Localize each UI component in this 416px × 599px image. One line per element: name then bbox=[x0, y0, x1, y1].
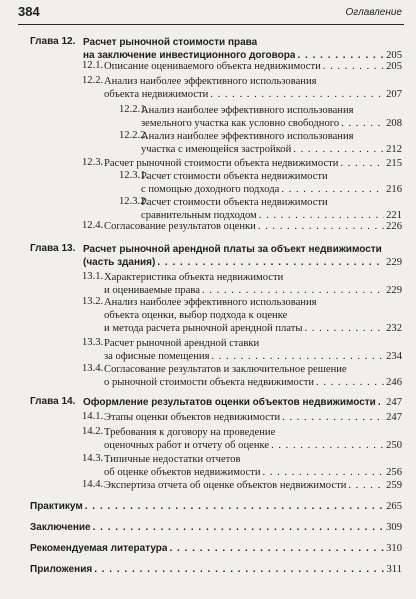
dot-leader bbox=[271, 439, 384, 452]
dot-leader bbox=[282, 411, 384, 424]
dot-leader bbox=[341, 117, 384, 130]
toc-number: Глава 14. bbox=[30, 396, 76, 407]
toc-number: 14.1. bbox=[82, 411, 104, 422]
toc-page-number: 309 bbox=[386, 522, 402, 533]
toc-title-line: Расчет стоимости объекта недвижимости bbox=[141, 171, 328, 182]
toc-number: 13.3. bbox=[82, 337, 104, 348]
toc-page-number: 246 bbox=[386, 377, 402, 388]
toc-number: 14.2. bbox=[82, 426, 104, 437]
toc-title-line: Описание оцениваемого объекта недвижимости bbox=[104, 61, 321, 72]
toc-page-number: 221 bbox=[386, 210, 402, 221]
toc-title-line: Расчет рыночной арендной ставки bbox=[104, 338, 260, 349]
toc-title-line: Анализ наиболее эффективного использования bbox=[104, 76, 317, 87]
toc-page-number: 216 bbox=[386, 184, 402, 195]
toc-page-number: 247 bbox=[386, 397, 402, 408]
dot-leader bbox=[258, 220, 384, 233]
toc-page-number: 256 bbox=[386, 467, 402, 478]
toc-page-number: 208 bbox=[386, 118, 402, 129]
toc-number: 12.3. bbox=[82, 157, 104, 168]
page-number: 384 bbox=[18, 4, 40, 19]
toc-page-number: 207 bbox=[386, 89, 402, 100]
dot-leader bbox=[340, 157, 384, 170]
toc-number: 12.2. bbox=[82, 75, 104, 86]
toc-title-line: об оценке объектов недвижимости bbox=[104, 467, 261, 478]
toc-title-line: за офисные помещения bbox=[104, 351, 210, 362]
dot-leader bbox=[210, 88, 384, 101]
toc-title-line: Типичные недостатки отчетов bbox=[104, 454, 241, 465]
toc-number: 13.1. bbox=[82, 271, 104, 282]
toc-page-number: 259 bbox=[386, 480, 402, 491]
toc-title-line: с помощью доходного подхода bbox=[141, 184, 280, 195]
toc-page-number: 311 bbox=[386, 564, 402, 575]
toc-title-line: Экспертиза отчета об оценке объектов недвижимости bbox=[104, 480, 347, 491]
toc-page-number: 250 bbox=[386, 440, 402, 451]
toc-title-line: Этапы оценки объектов недвижимости bbox=[104, 412, 281, 423]
toc-title-line: участка с имеющейся застройкой bbox=[141, 144, 292, 155]
toc-title-line: Анализ наиболее эффективного использования bbox=[141, 131, 354, 142]
toc-page-number: 205 bbox=[386, 61, 402, 72]
toc-page-number: 229 bbox=[386, 285, 402, 296]
toc-title-line: о рыночной стоимости объекта недвижимости bbox=[104, 377, 315, 388]
toc-title-line: Расчет рыночной стоимости объекта недвижимости bbox=[104, 158, 339, 169]
dot-leader bbox=[316, 376, 384, 389]
dot-leader bbox=[304, 322, 384, 335]
dot-leader bbox=[323, 60, 384, 73]
toc-title-line: Расчет стоимости объекта недвижимости bbox=[141, 197, 328, 208]
toc-page-number: 205 bbox=[386, 50, 402, 61]
toc-page-number: 234 bbox=[386, 351, 402, 362]
toc-number: 12.4. bbox=[82, 220, 104, 231]
toc-title-line: Расчет рыночной стоимости права bbox=[83, 37, 258, 48]
toc-number: 12.1. bbox=[82, 60, 104, 71]
toc-page-number: 265 bbox=[386, 501, 402, 512]
toc-title-line: Анализ наиболее эффективного использования bbox=[141, 105, 354, 116]
toc-title-line: Заключение bbox=[30, 522, 91, 533]
toc-title-line: и оцениваемые права bbox=[104, 285, 200, 296]
toc-page-number: 212 bbox=[386, 144, 402, 155]
toc-number: 12.2.2. bbox=[119, 130, 149, 141]
toc-title-line: сравнительным подходом bbox=[141, 210, 257, 221]
toc-title-line: Требования к договору на проведение bbox=[104, 427, 276, 438]
toc-page-number: 310 bbox=[386, 543, 402, 554]
toc-title-line: земельного участка как условно свободного bbox=[141, 118, 340, 129]
toc-title-line: Согласование результатов оценки bbox=[104, 221, 256, 232]
toc-title-line: Приложения bbox=[30, 564, 93, 575]
toc-title-line: на заключение инвестиционного договора bbox=[83, 50, 296, 61]
toc-title-line: объекта оценки, выбор подхода к оценке bbox=[104, 310, 288, 321]
toc-title-line: Оформление результатов оценки объектов недвижимости bbox=[83, 397, 376, 408]
dot-leader bbox=[211, 350, 384, 363]
toc-title-line: Рекомендуемая литература bbox=[30, 543, 168, 554]
toc-title-line: и метода расчета рыночной арендной платы bbox=[104, 323, 303, 334]
dot-leader bbox=[263, 466, 385, 479]
dot-leader bbox=[85, 500, 384, 513]
dot-leader bbox=[169, 542, 384, 555]
toc-page-number: 229 bbox=[386, 257, 402, 268]
toc-title-line: (часть здания) bbox=[83, 257, 156, 268]
toc-title-line: Анализ наиболее эффективного использования bbox=[104, 297, 317, 308]
toc-number: 14.4. bbox=[82, 479, 104, 490]
toc-title-line: Расчет рыночной арендной платы за объект недвижимости bbox=[83, 244, 382, 255]
toc-number: Глава 13. bbox=[30, 243, 76, 254]
toc-number: 14.3. bbox=[82, 453, 104, 464]
dot-leader bbox=[293, 143, 384, 156]
toc-title-line: объекта недвижимости bbox=[104, 89, 209, 100]
dot-leader bbox=[348, 479, 384, 492]
running-title: Оглавление bbox=[345, 7, 402, 18]
toc-title-line: Согласование результатов и заключительное решение bbox=[104, 364, 347, 375]
toc-number: 12.2.1. bbox=[119, 104, 149, 115]
toc-page-number: 215 bbox=[386, 158, 402, 169]
toc-number: 12.3.1. bbox=[119, 170, 149, 181]
dot-leader bbox=[94, 563, 384, 576]
dot-leader bbox=[157, 256, 384, 269]
dot-leader bbox=[281, 183, 384, 196]
toc-number: Глава 12. bbox=[30, 36, 76, 47]
toc-number: 13.2. bbox=[82, 296, 104, 307]
toc-number: 12.3.2. bbox=[119, 196, 149, 207]
toc-title-line: Характеристика объекта недвижимости bbox=[104, 272, 284, 283]
dot-leader bbox=[378, 396, 384, 409]
dot-leader bbox=[93, 521, 385, 534]
toc-number: 13.4. bbox=[82, 363, 104, 374]
toc-title-line: Практикум bbox=[30, 501, 83, 512]
toc-page-number: 232 bbox=[386, 323, 402, 334]
toc-page-number: 247 bbox=[386, 412, 402, 423]
toc-title-line: оценочных работ и отчету об оценке bbox=[104, 440, 270, 451]
toc-page-number: 226 bbox=[386, 221, 402, 232]
